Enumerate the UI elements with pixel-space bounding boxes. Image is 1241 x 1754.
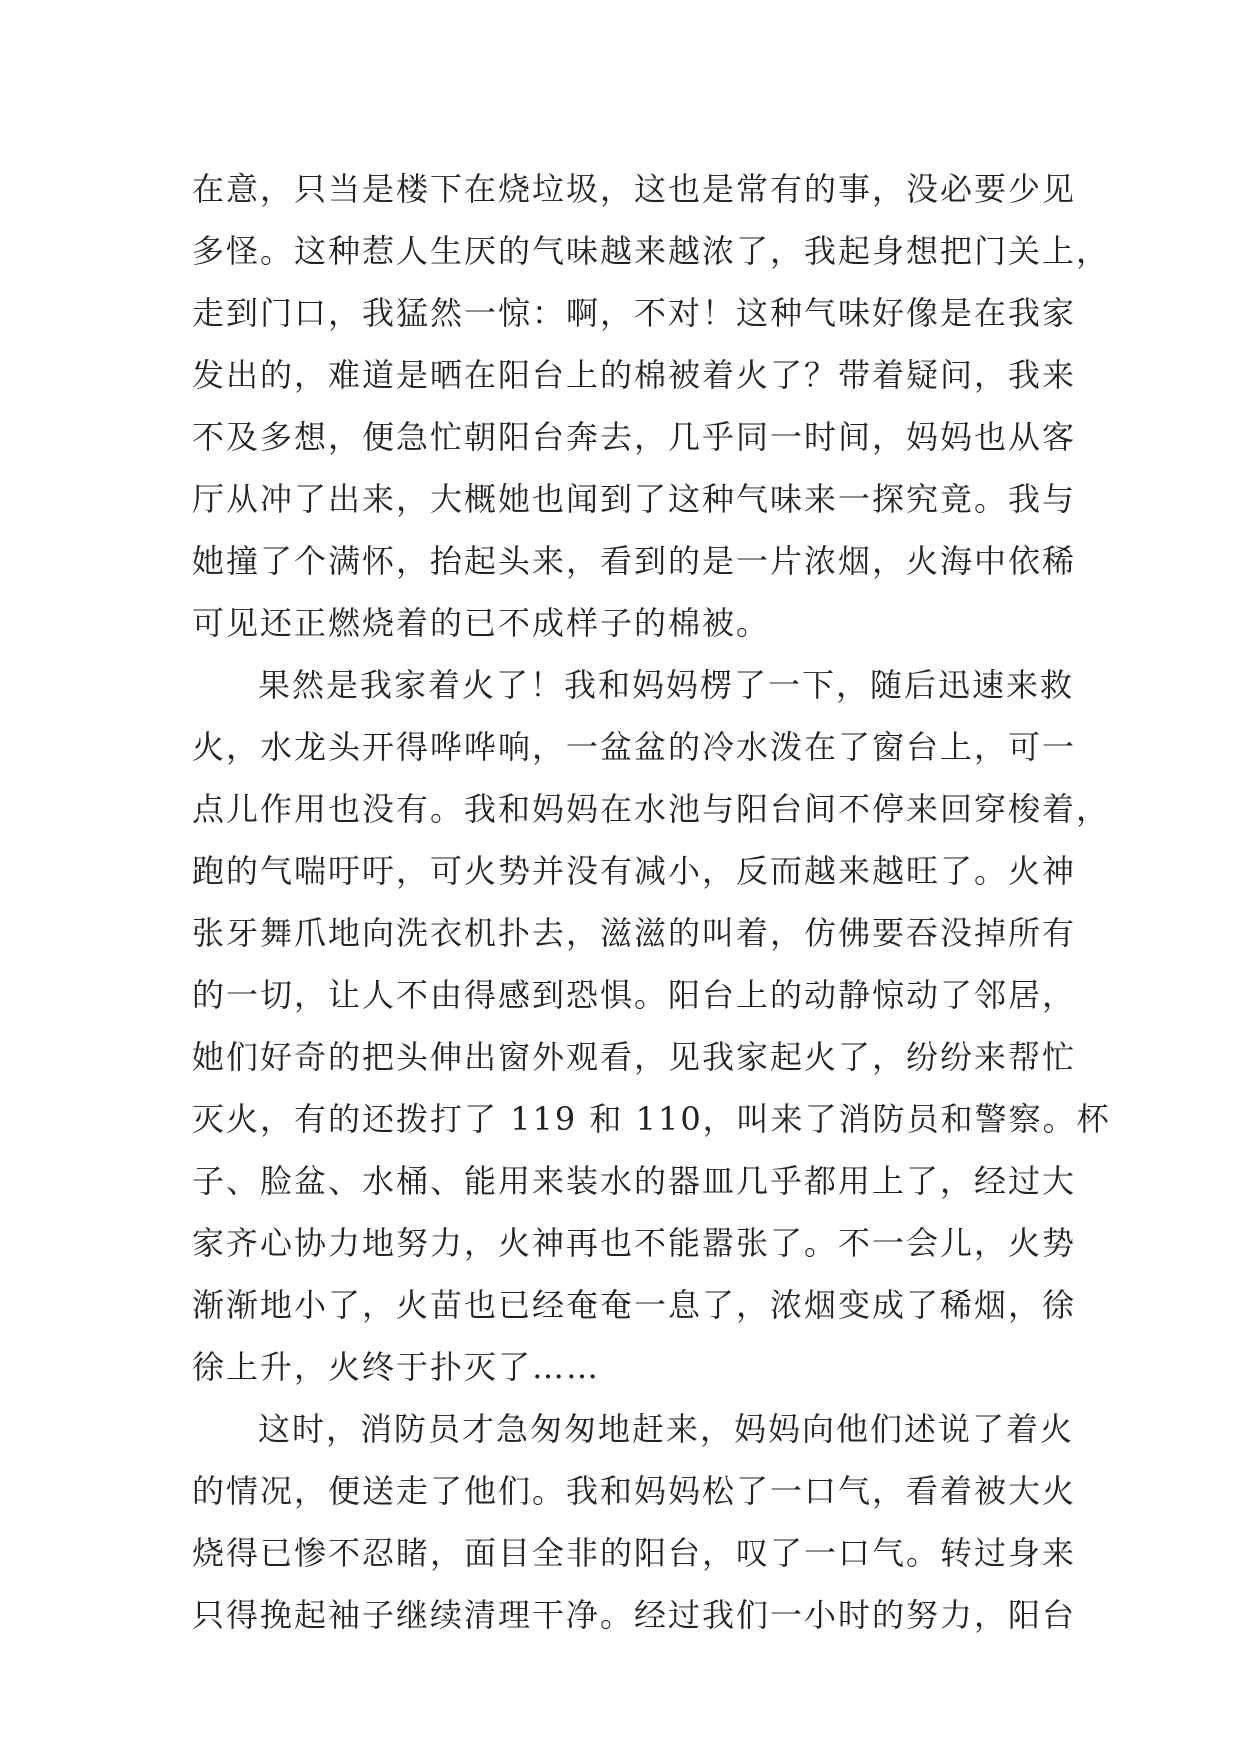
text-line: 她撞了个满怀，抬起头来，看到的是一片浓烟，火海中依稀 — [192, 542, 1077, 580]
document-body — [192, 158, 1111, 1646]
text-line: 在意，只当是楼下在烧垃圾，这也是常有的事，没必要少见 — [192, 170, 1077, 208]
text-line: 的情况，便送走了他们。我和妈妈松了一口气，看着被大火 — [192, 1472, 1077, 1510]
text-line: 可见还正燃烧着的已不成样子的棉被。 — [192, 604, 771, 642]
text-line: 跑的气喘吁吁，可火势并没有减小，反而越来越旺了。火神 — [192, 852, 1077, 890]
text-line: 灭火，有的还拨打了 119 和 110，叫来了消防员和警察。杯 — [192, 1100, 1111, 1138]
text-line: 子、脸盆、水桶、能用来装水的器皿几乎都用上了，经过大 — [192, 1162, 1077, 1200]
text-line: 多怪。这种惹人生厌的气味越来越浓了，我起身想把门关上， — [192, 232, 1111, 270]
text-line: 烧得已惨不忍睹，面目全非的阳台，叹了一口气。转过身来 — [192, 1534, 1077, 1572]
text-line: 走到门口，我猛然一惊：啊，不对！这种气味好像是在我家 — [192, 294, 1077, 332]
text-line: 的一切，让人不由得感到恐惧。阳台上的动静惊动了邻居， — [192, 976, 1077, 1014]
text-line: 不及多想，便急忙朝阳台奔去，几乎同一时间，妈妈也从客 — [192, 418, 1077, 456]
text-line: 只得挽起袖子继续清理干净。经过我们一小时的努力，阳台 — [192, 1596, 1077, 1634]
paragraph-1 — [192, 158, 1111, 654]
text-line: 家齐心协力地努力，火神再也不能嚣张了。不一会儿，火势 — [192, 1224, 1077, 1262]
paragraph-3 — [192, 1398, 1077, 1646]
text-line: 厅从冲了出来，大概她也闻到了这种气味来一探究竟。我与 — [192, 480, 1077, 518]
text-line: 徐上升，火终于扑灭了…… — [192, 1348, 601, 1386]
text-line: 果然是我家着火了！我和妈妈楞了一下，随后迅速来救 — [258, 666, 1075, 704]
text-line: 张牙舞爪地向洗衣机扑去，滋滋的叫着，仿佛要吞没掉所有 — [192, 914, 1077, 952]
text-line: 火，水龙头开得哗哗响，一盆盆的冷水泼在了窗台上，可一 — [192, 728, 1077, 766]
text-line: 点儿作用也没有。我和妈妈在水池与阳台间不停来回穿梭着， — [192, 790, 1111, 828]
text-line: 她们好奇的把头伸出窗外观看，见我家起火了，纷纷来帮忙 — [192, 1038, 1077, 1076]
text-line: 发出的，难道是晒在阳台上的棉被着火了？带着疑问，我来 — [192, 356, 1077, 394]
text-line: 这时，消防员才急匆匆地赶来，妈妈向他们述说了着火 — [258, 1410, 1075, 1448]
paragraph-2 — [192, 654, 1111, 1398]
text-line: 渐渐地小了，火苗也已经奄奄一息了，浓烟变成了稀烟，徐 — [192, 1286, 1077, 1324]
